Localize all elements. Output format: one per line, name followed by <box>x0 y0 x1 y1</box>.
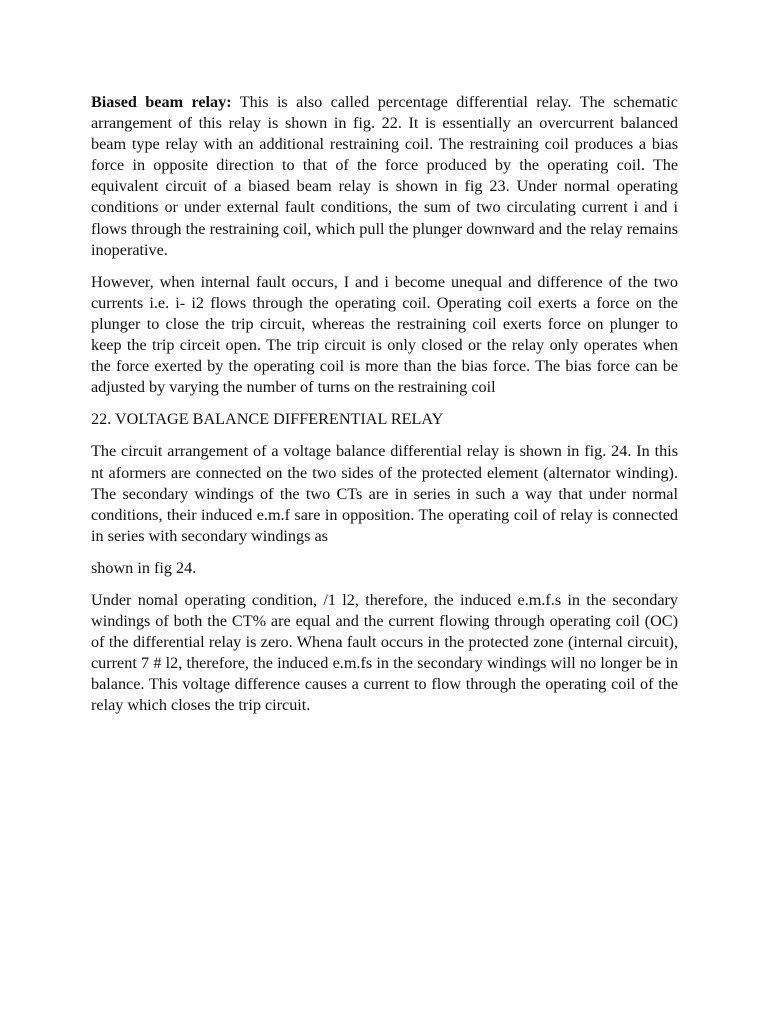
document-page <box>91 92 678 728</box>
paragraph-circuit-arrangement: The circuit arrangement of a voltage balance differential relay is shown in fig. 24. In this nt aformers are connected on the two sides of the protected element (alternator winding). The secondary windings of the two CTs are in series in such a way that under normal conditions, their induced e.m.f sare in opposition. The operating coil of relay is connected in series with secondary windings as <box>91 442 678 545</box>
paragraph-body: This is also called percentage differential relay. The schematic arrangement of this relay is shown in fig. 22. It is essentially an overcurrent balanced beam type relay with an additional restraining coil. The restraining coil produces a bias force in opposite direction to that of the force produced by the operating coil. The equivalent circuit of a biased beam relay is shown in fig 23. Under normal operating conditions or under external fault conditions, the sum of two circulating current i and i flows through the restraining coil, which pull the plunger downward and the relay remains inoperative. <box>91 93 678 259</box>
paragraph-biased-beam-relay <box>91 92 678 261</box>
paragraph-normal-operating: Under nomal operating condition, /1 l2, therefore, the induced e.m.f.s in the secondary windings of both the CT% are equal and the current flowing through operating coil (OC) of the differential relay is zero. Whena fault occurs in the protected zone (internal circuit), current 7 # l2, therefore, the induced e.m.fs in the secondary windings will no longer be in balance. This voltage difference causes a current to flow through the operating coil of the relay which closes the trip circuit. <box>91 590 678 715</box>
paragraph-internal-fault: However, when internal fault occurs, I and i become unequal and difference of the two currents i.e. i- i2 flows through the operating coil. Operating coil exerts a force on the plunger to close the trip circuit, whereas the restraining coil exerts force on plunger to keep the trip circeit open. The trip circuit is only closed or the relay only operates when the force exerted by the operating coil is more than the bias force. The bias force can be adjusted by varying the number of turns on the restraining coil <box>91 272 678 397</box>
paragraph-shown-in-fig: shown in fig 24. <box>91 558 197 577</box>
paragraph-lead-term: Biased beam relay: <box>91 93 232 111</box>
section-heading: 22. VOLTAGE BALANCE DIFFERENTIAL RELAY <box>91 410 444 429</box>
